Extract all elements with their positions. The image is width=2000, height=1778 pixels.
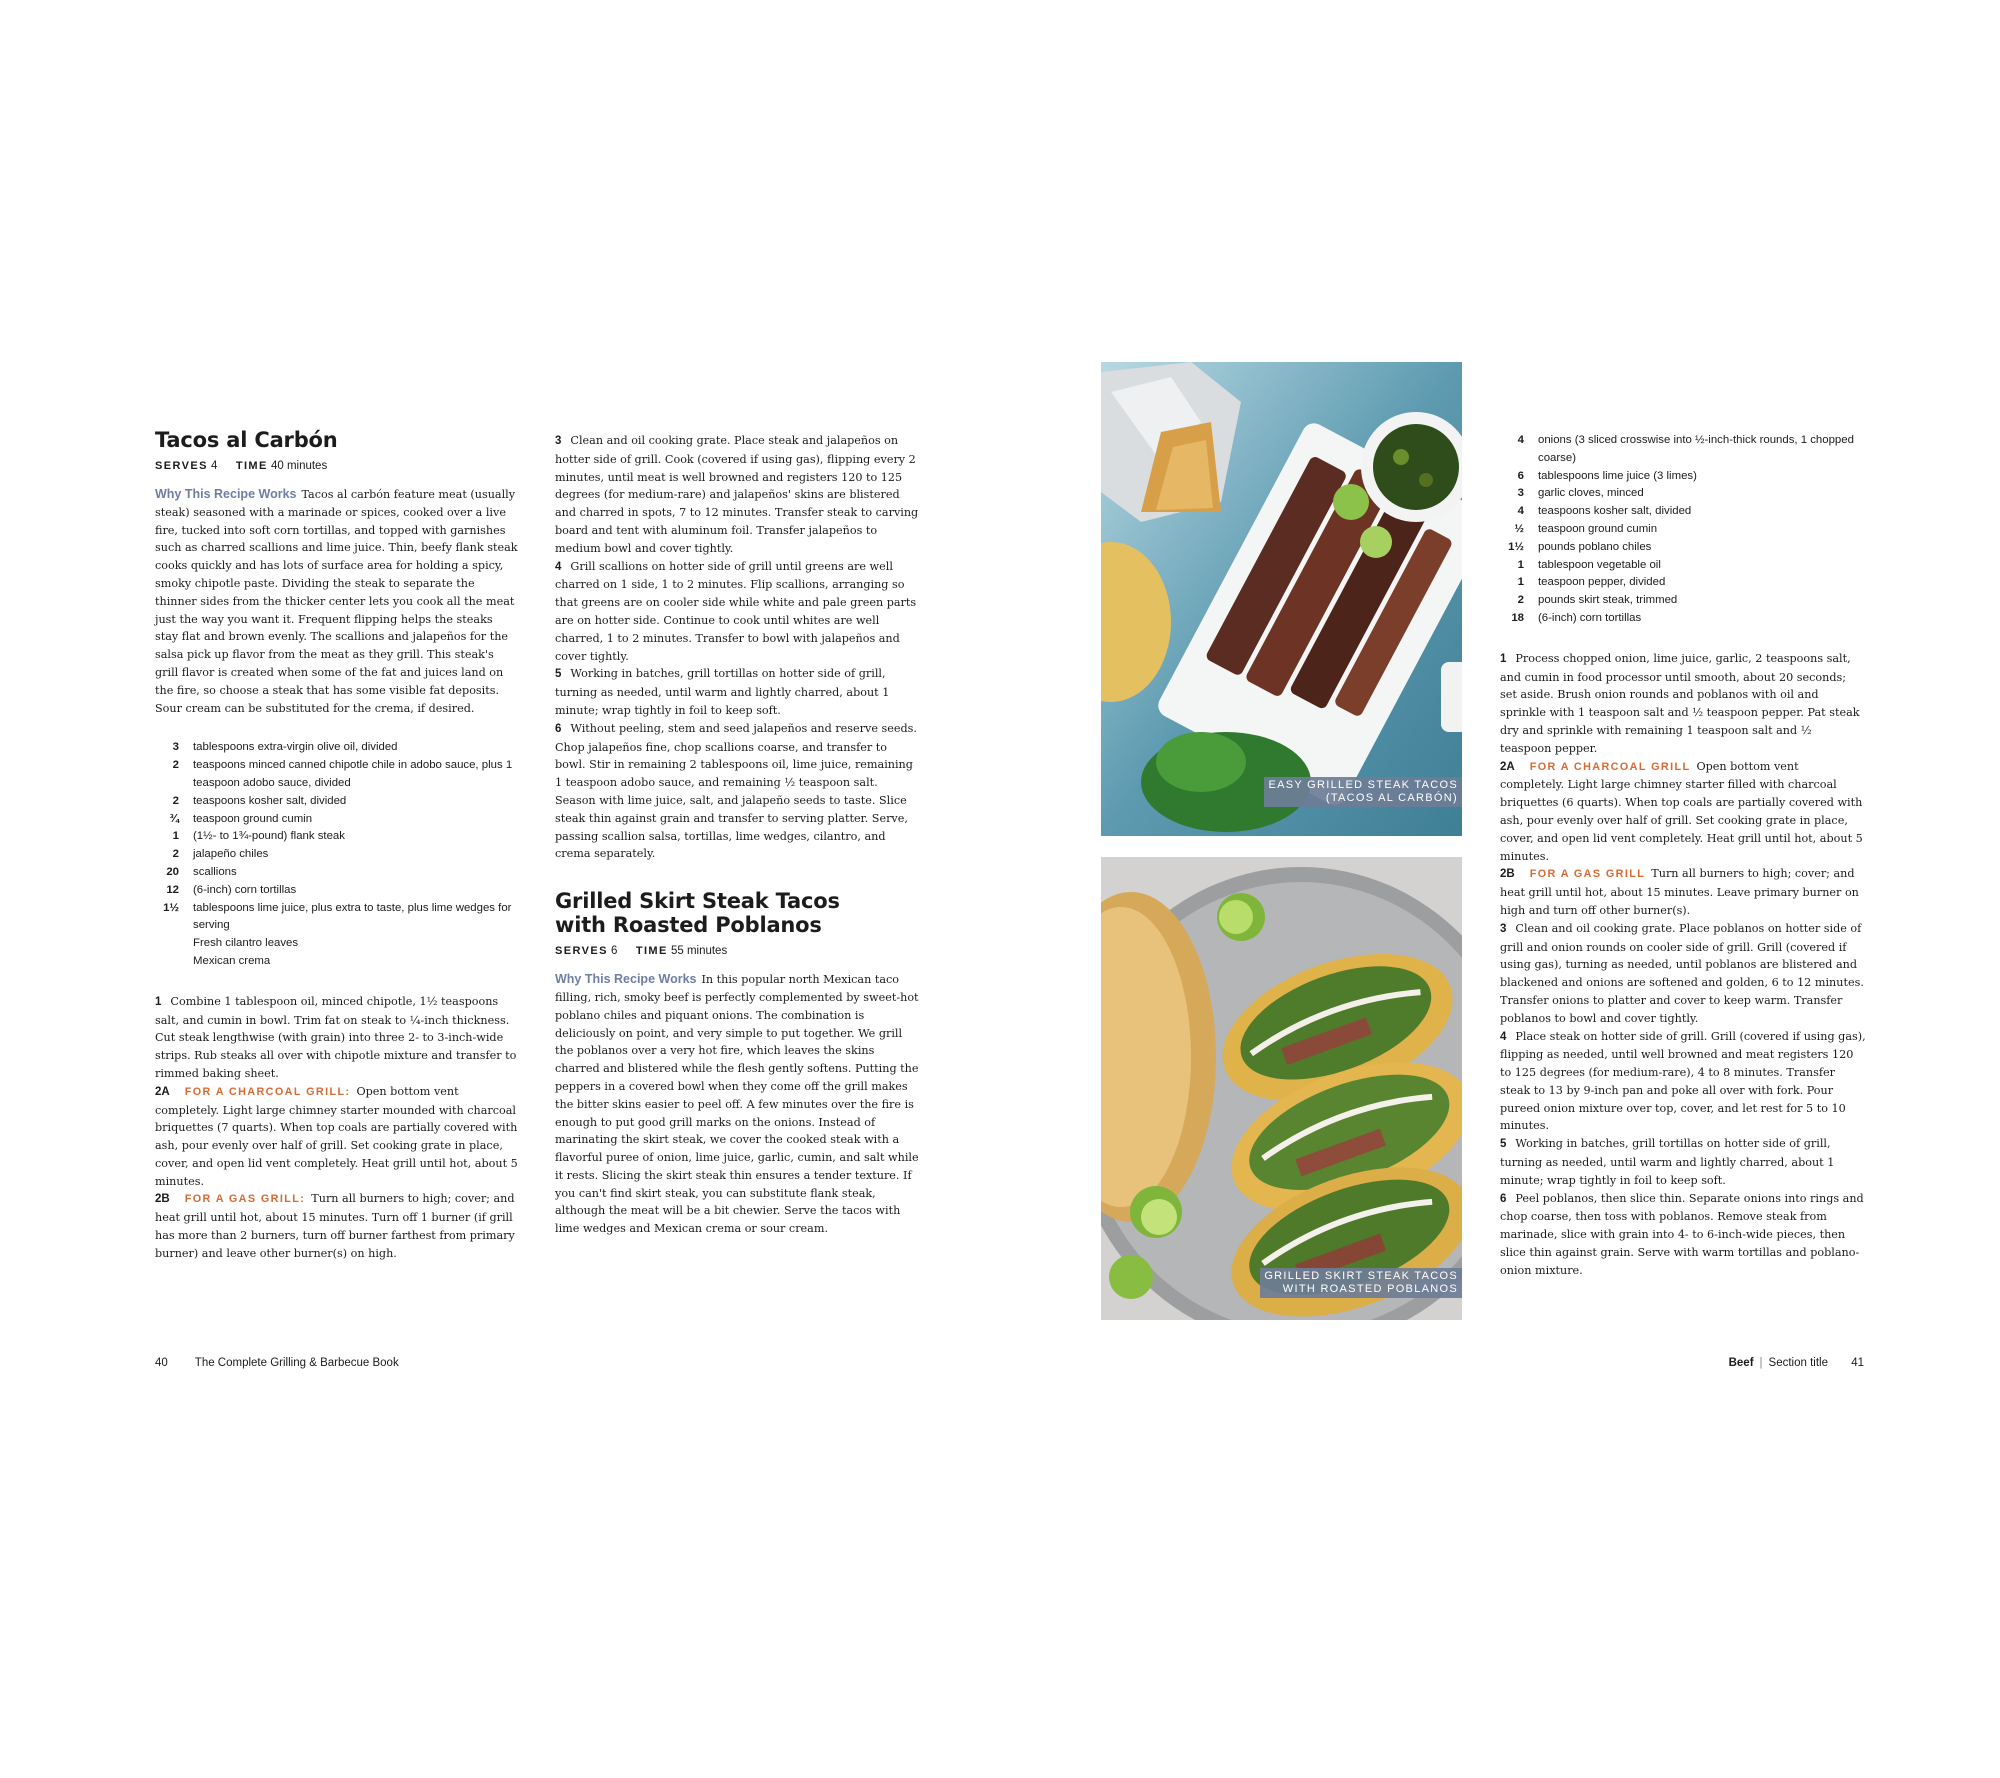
ingredient: Fresh cilantro leaves (193, 937, 299, 950)
why-this-recipe-works: Why This Recipe Works In this popular north Mexican taco filling, rich, smoky beef is perfectly complemented by sweet-hot poblano chiles and piquant onions. The combination is deliciously on point, and very simple to put together. We grill the poblanos over a very hot fire, which leaves the skins charred and blistered while the flesh gently softens. Putting the peppers in a covered bowl when they come off the grill makes the bitter skins easier to peel off. A few minutes over the fire is enough to put good grill marks on the onions. Instead of marinating the skirt steak, we cover the cooked steak with a flavorful puree of onion, lime juice, garlic, cumin, and salt while it rests. Slicing the skirt steak thin ensures a tender texture. If you can't find skirt steak, you can substitute flank steak, although the meat will be a bit chewier. Serve the tacos with lime wedges and Mexican crema or sour cream. (555, 972, 919, 1236)
recipe-meta: SERVES 6 TIME 55 minutes (555, 945, 728, 958)
left-column-2 (555, 432, 921, 1238)
step-2b: 2B FOR A GAS GRILL: Turn all burners to high; cover; and heat grill until hot, about 15 minutes. Turn off 1 burner (if grill has more than 2 burners, turn off burner farthest from primary burner) and leave other burner(s) on high. (155, 1192, 515, 1260)
step-2a: 2A FOR A CHARCOAL GRILL Open bottom vent completely. Light large chimney starter filled with charcoal briquettes (6 quarts). When top coals are partially covered with ash, pour evenly over half of grill. Set cooking grate in place, cover, and open lid vent completely. Heat grill until hot, about 5 minutes. (1500, 759, 1863, 863)
left-page-footer (155, 1357, 399, 1369)
step-6: 6 Peel poblanos, then slice thin. Separate onions into rings and chop coarse, then toss with poblanos. Remove steak from marinade, slice with grain into 4- to 6-inch-wide pieces, then slice thin against grain. Serve with warm tortillas and poblano-onion mixture. (1500, 1191, 1864, 1277)
ingredient: 1½ pounds poblano chiles (1508, 540, 1652, 553)
ingredient-list (155, 739, 518, 970)
tacos-plate-illustration (1101, 857, 1462, 1320)
photo-caption: EASY GRILLED STEAK TACOS (TACOS AL CARBÓN) (1264, 777, 1462, 807)
why-this-recipe-works: Why This Recipe Works Tacos al carbón feature meat (usually steak) seasoned with a marinade or spices, cooked over a live fire, tucked into soft corn tortillas, and topped with garnishes such as charred scallions and lime juice. Thin, beefy flank steak cooks quickly and has lots of surface area for holding a spicy, smoky chipotle paste. Dividing the steak to separate the thinner sides from the thicker center lets you cook all the meat just the way you want it. Frequent flipping helps the steaks stay flat and brown evenly. The scallions and jalapeños for the salsa pick up flavor from the meat as they grill. This steak's grill flavor is created when some of the fat and juices land on the fire, so choose a steak that has some visible fat deposits. Sour cream can be substituted for the crema, if desired. (155, 487, 518, 715)
ingredient: 1 (1½- to 1¾-pound) flank steak (172, 830, 345, 843)
ingredient: 20 scallions (166, 865, 237, 878)
step-5: 5 Working in batches, grill tortillas on hotter side of grill, turning as needed, until warm and lightly charred, about 1 minute; wrap tightly in foil to keep soft. (1500, 1137, 1835, 1187)
ingredient: 2 pounds skirt steak, trimmed (1517, 594, 1678, 607)
step-2a: 2A FOR A CHARCOAL GRILL: Open bottom vent completely. Light large chimney starter mounded with charcoal briquettes (7 quarts). When top coals are partially covered with ash, pour evenly over half of grill. Set cooking grate in place, cover, and open lid vent completely. Heat grill until hot, about 5 minutes. (155, 1084, 518, 1188)
photo-skirt-steak-tacos (1101, 857, 1462, 1320)
ingredient: 1 tablespoon vegetable oil (1517, 558, 1661, 571)
ingredient: 3 tablespoons extra-virgin olive oil, divided (172, 741, 398, 754)
step-3: 3 Clean and oil cooking grate. Place steak and jalapeños on hotter side of grill. Cook (covered if using gas), flipping every 2 minutes, until meat is well browned and registers 120 to 125 degrees (for medium-rare) and jalapeños' skins are blistered and charred in spots, 7 to 12 minutes. Transfer steak to carving board and tent with aluminum foil. Transfer jalapeños to medium bowl and cover tightly. (555, 434, 919, 555)
ingredient: 2 teaspoons minced canned chipotle chile in adobo sauce, plus 1 teaspoon adobo sauce, divided (172, 759, 513, 789)
ingredient: 12 (6-inch) corn tortillas (166, 883, 297, 896)
ingredient: 4 onions (3 sliced crosswise into ½-inch-thick rounds, 1 chopped coarse) (1517, 434, 1854, 464)
ingredient: ¾ teaspoon ground cumin (169, 812, 313, 825)
photo-caption: GRILLED SKIRT STEAK TACOS WITH ROASTED POBLANOS (1260, 1268, 1462, 1298)
step-1: 1 Combine 1 tablespoon oil, minced chipotle, 1½ teaspoons salt, and cumin in bowl. Trim fat on steak to ¼-inch thickness. Cut steak lengthwise (with grain) into three 2- to 3-inch-wide strips. Rub steaks all over with chipotle mixture and transfer to rimmed baking sheet. (155, 994, 517, 1080)
right-column (1500, 424, 1866, 1280)
step-5: 5 Working in batches, grill tortillas on hotter side of grill, turning as needed, until warm and lightly charred, about 1 minute; wrap tightly in foil to keep soft. (555, 667, 890, 717)
recipe-title-skirt-steak-tacos: Grilled Skirt Steak Tacos with Roasted Poblanos (555, 889, 840, 938)
page-number: 41 (1851, 1357, 1864, 1369)
section-name: Beef (1728, 1357, 1754, 1369)
ingredient: 2 teaspoons kosher salt, divided (172, 794, 347, 807)
ingredient: 1 teaspoon pepper, divided (1517, 576, 1666, 589)
step-3: 3 Clean and oil cooking grate. Place poblanos on hotter side of grill and onion rounds on cooler side of grill. Grill (covered if using gas), turning as needed, until poblanos are blistered and blackened and onions are softened and golden, 6 to 12 minutes. Transfer onions to platter and cover to keep warm. Transfer poblanos to bowl and cover tightly. (1500, 921, 1864, 1025)
step-4: 4 Grill scallions on hotter side of grill until greens are well charred on 1 side, 1 to 2 minutes. Flip scallions, arranging so that greens are on cooler side while white and pale green parts are on hotter side. Continue to cook until whites are well charred, 1 to 2 minutes. Transfer to bowl with jalapeños and cover tightly. (555, 559, 917, 663)
recipe-meta: SERVES 4 TIME 40 minutes (155, 460, 328, 472)
ingredient: 2 jalapeño chiles (172, 848, 269, 861)
section-title: Section title (1768, 1357, 1828, 1369)
step-6: 6 Without peeling, stem and seed jalapeños and reserve seeds. Chop jalapeños fine, chop scallions coarse, and transfer to bowl. Stir in remaining 2 tablespoons oil, lime juice, remaining 1 teaspoon adobo sauce, and remaining ½ teaspoon salt. Season with lime juice, salt, and jalapeño seeds to taste. Slice steak thin against grain and transfer to serving platter. Serve, passing scallion salsa, tortillas, lime wedges, cilantro, and crema separately. (555, 721, 917, 861)
book-title: The Complete Grilling & Barbecue Book (194, 1357, 399, 1369)
ingredient: 4 teaspoons kosher salt, divided (1517, 505, 1692, 518)
ingredient: Mexican crema (193, 954, 271, 967)
ingredient: ½ teaspoon ground cumin (1514, 522, 1658, 535)
left-column-1 (155, 428, 518, 1263)
step-4: 4 Place steak on hotter side of grill. Grill (covered if using gas), flipping as needed, until well browned and meat registers 120 to 125 degrees (for medium-rare), 4 to 8 minutes. Transfer steak to 13 by 9-inch pan and poke all over with fork. Pour pureed onion mixture over top, cover, and let rest for 5 to 10 minutes. (1500, 1029, 1866, 1133)
recipe-title-tacos-al-carbon: Tacos al Carbón (155, 428, 338, 452)
right-page-footer: Beef | Section title 41 (1728, 1357, 1864, 1369)
step-1: 1 Process chopped onion, lime juice, garlic, 2 teaspoons salt, and cumin in food processor until smooth, about 20 seconds; set aside. Brush onion rounds and poblanos with oil and sprinkle with 1 teaspoon salt and ½ teaspoon pepper. Pat steak dry and sprinkle with remaining 1 teaspoon salt and ½ teaspoon pepper. (1500, 651, 1860, 755)
ingredient: 18 (6-inch) corn tortillas (1511, 611, 1642, 624)
ingredient: 1½ tablespoons lime juice, plus extra to taste, plus lime wedges for serving (163, 901, 512, 932)
ingredient: 6 tablespoons lime juice (3 limes) (1517, 469, 1697, 482)
step-2b: 2B FOR A GAS GRILL Turn all burners to high; cover; and heat grill until hot, about 15 minutes. Leave primary burner on high and turn off other burner(s). (1500, 867, 1859, 917)
steak-platter-illustration (1101, 362, 1462, 836)
page-number: 40 (155, 1357, 168, 1369)
ingredient-list (1500, 432, 1866, 628)
ingredient: 3 garlic cloves, minced (1517, 487, 1644, 500)
photo-easy-grilled-steak-tacos (1101, 362, 1462, 836)
